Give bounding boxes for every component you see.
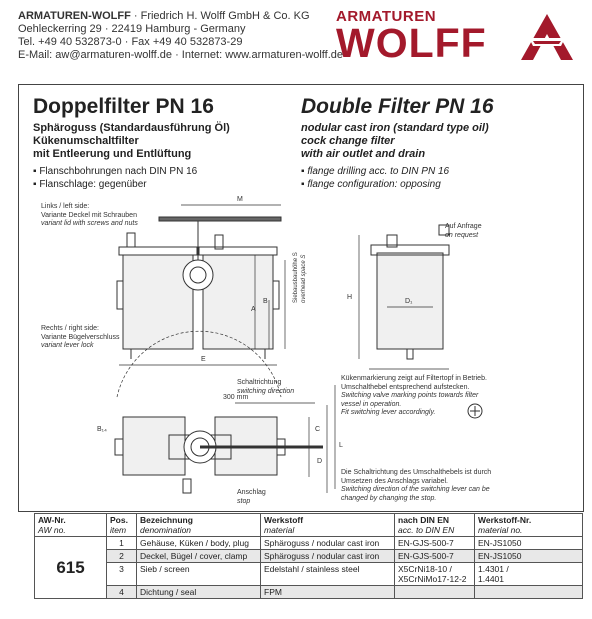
note-line: Rechts / right side:: [41, 325, 99, 332]
note-line: Schaltrichtung: [237, 379, 282, 386]
title-en: Double Filter PN 16: [301, 95, 494, 118]
subtitle-en-line: with air outlet and drain: [301, 148, 426, 160]
note-line: Auf Anfrage: [445, 223, 482, 230]
subtitle-de-line: mit Entleerung und Entlüftung: [33, 148, 192, 160]
company-name: ARMATUREN-WOLFF: [18, 10, 131, 22]
parts-table: [34, 513, 583, 599]
header-material: Werkstoff material: [261, 514, 395, 537]
front-view-drawing: [117, 205, 285, 365]
brand-big: WOLFF: [336, 20, 487, 66]
note-line: Die Schaltrichtung des Umschalthebels ist durch: [341, 469, 492, 476]
company-web: E-Mail: aw@armaturen-wolff.de · Internet: www.armaturen-wolff.de: [18, 49, 343, 61]
lever-direction-note: [341, 469, 531, 503]
cell-matno: 1.4301 / 1.4401: [475, 563, 583, 586]
subtitle-de-line: Kükenumschaltfilter: [33, 135, 139, 147]
note-line: variant lid with screws and nuts: [41, 220, 138, 227]
company-legal-name: · Friedrich H. Wolff GmbH & Co. KG: [130, 10, 310, 22]
table-row: [35, 537, 583, 550]
dim-m-label: M: [237, 196, 243, 203]
valve-marking-note: [341, 375, 521, 418]
dim-h-label: H: [347, 294, 353, 301]
note-line: changed by changing the stop.: [341, 494, 437, 502]
cell-material: Edelstahl / stainless steel: [261, 563, 395, 586]
cell-din: EN-GJS-500-7: [395, 550, 475, 563]
table-row: [35, 586, 583, 599]
switching-direction-note: [237, 379, 294, 396]
header-aw-no: AW-Nr. AW no.: [35, 514, 107, 537]
header-denomination: Bezeichnung denomination: [137, 514, 261, 537]
cell-material: Sphäroguss / nodular cast iron: [261, 550, 395, 563]
stop-note: [237, 489, 266, 506]
cell-pos: 2: [107, 550, 137, 563]
dim-300-label: 300 mm: [223, 394, 249, 401]
note-line: Switching valve marking points towards filter: [341, 392, 479, 399]
cell-matno: EN-JS1050: [475, 537, 583, 550]
note-line: Kükenmarkierung zeigt auf Filtertopf in Betrieb.: [341, 375, 487, 382]
bullet-en: ▪ flange drilling acc. to DIN PN 16: [301, 165, 581, 178]
brand-wordmark: [336, 8, 516, 68]
right-side-note: [41, 325, 119, 351]
company-address: Oehleckerring 29 · 22419 Hamburg - Germany: [18, 23, 246, 35]
left-side-note: [41, 203, 138, 229]
cell-pos: 4: [107, 586, 137, 599]
cell-din: EN-GJS-500-7: [395, 537, 475, 550]
cell-material: Sphäroguss / nodular cast iron: [261, 537, 395, 550]
table-header-row: [35, 514, 583, 537]
overhead-space-en: overhead space S: [301, 254, 307, 303]
note-line: Umschalthebel entsprechend aufstecken.: [341, 383, 470, 391]
note-line: Variante Bügelverschluss: [41, 333, 120, 341]
note-line: Umsetzen des Anschlags variabel.: [341, 477, 448, 485]
bullet-de: ▪ Flanschlage: gegenüber: [33, 178, 303, 191]
cell-name: Gehäuse, Küken / body, plug: [137, 537, 261, 550]
dim-l-label: L: [339, 442, 343, 449]
subtitle-en-line: nodular cast iron (standard type oil): [301, 122, 489, 134]
cell-matno: EN-JS1050: [475, 550, 583, 563]
cell-name: Sieb / screen: [137, 563, 261, 586]
dim-b-label: B: [263, 298, 268, 305]
page-header: [0, 0, 592, 82]
company-phone: Tel. +49 40 532873-0 · Fax +49 40 532873-29: [18, 36, 243, 48]
bullet-en: ▪ flange configuration: opposing: [301, 178, 581, 191]
bullet-de: ▪ Flanschbohrungen nach DIN PN 16: [33, 165, 303, 178]
note-line: Switching direction of the switching lever can be: [341, 486, 490, 493]
note-line: switching direction: [237, 387, 295, 395]
cell-din: [395, 586, 475, 599]
cell-din: X5CrNi18-10 / X5CrNiMo17-12-2: [395, 563, 475, 586]
header-material-no: Werkstoff-Nr. material no.: [475, 514, 583, 537]
side-view-drawing: [359, 225, 449, 369]
subtitle-en-line: cock change filter: [301, 135, 395, 147]
brand-small: ARMATUREN: [336, 8, 437, 25]
note-line: Links / left side:: [41, 203, 90, 210]
table-row: [35, 550, 583, 563]
on-request-note: [445, 223, 482, 240]
cell-matno: [475, 586, 583, 599]
note-line: on request: [445, 231, 479, 239]
datasheet-frame: [18, 84, 584, 512]
dim-d1-label: D₁: [405, 298, 413, 305]
dim-c-label: C: [315, 426, 321, 433]
title-de: Doppelfilter PN 16: [33, 95, 214, 118]
header-din-en: nach DIN EN acc. to DIN EN: [395, 514, 475, 537]
wolff-logo-icon: [519, 12, 575, 62]
note-line: Anschlag: [237, 489, 266, 496]
note-line: Fit switching lever accordingly.: [341, 409, 436, 416]
dim-b14-label: B₁₄: [97, 426, 107, 433]
note-line: Variante Deckel mit Schrauben: [41, 211, 137, 219]
table-row: [35, 563, 583, 586]
note-line: variant lever lock: [41, 342, 94, 349]
overhead-space-de: Siebausbauhöhe S: [293, 252, 299, 303]
aw-number: 615: [35, 537, 107, 599]
dim-d-label: D: [317, 458, 323, 465]
cell-material: FPM: [261, 586, 395, 599]
header-pos: Pos. item: [107, 514, 137, 537]
dim-a-label: A: [251, 306, 256, 313]
dim-e-label: E: [201, 356, 206, 363]
technical-drawing: [19, 85, 585, 513]
company-info: [18, 10, 343, 62]
cell-name: Dichtung / seal: [137, 586, 261, 599]
note-line: vessel in operation.: [341, 400, 402, 408]
cell-name: Deckel, Bügel / cover, clamp: [137, 550, 261, 563]
subtitle-de-line: Sphäroguss (Standardausführung Öl): [33, 122, 230, 134]
cell-pos: 3: [107, 563, 137, 586]
note-line: stop: [237, 497, 251, 505]
cell-pos: 1: [107, 537, 137, 550]
